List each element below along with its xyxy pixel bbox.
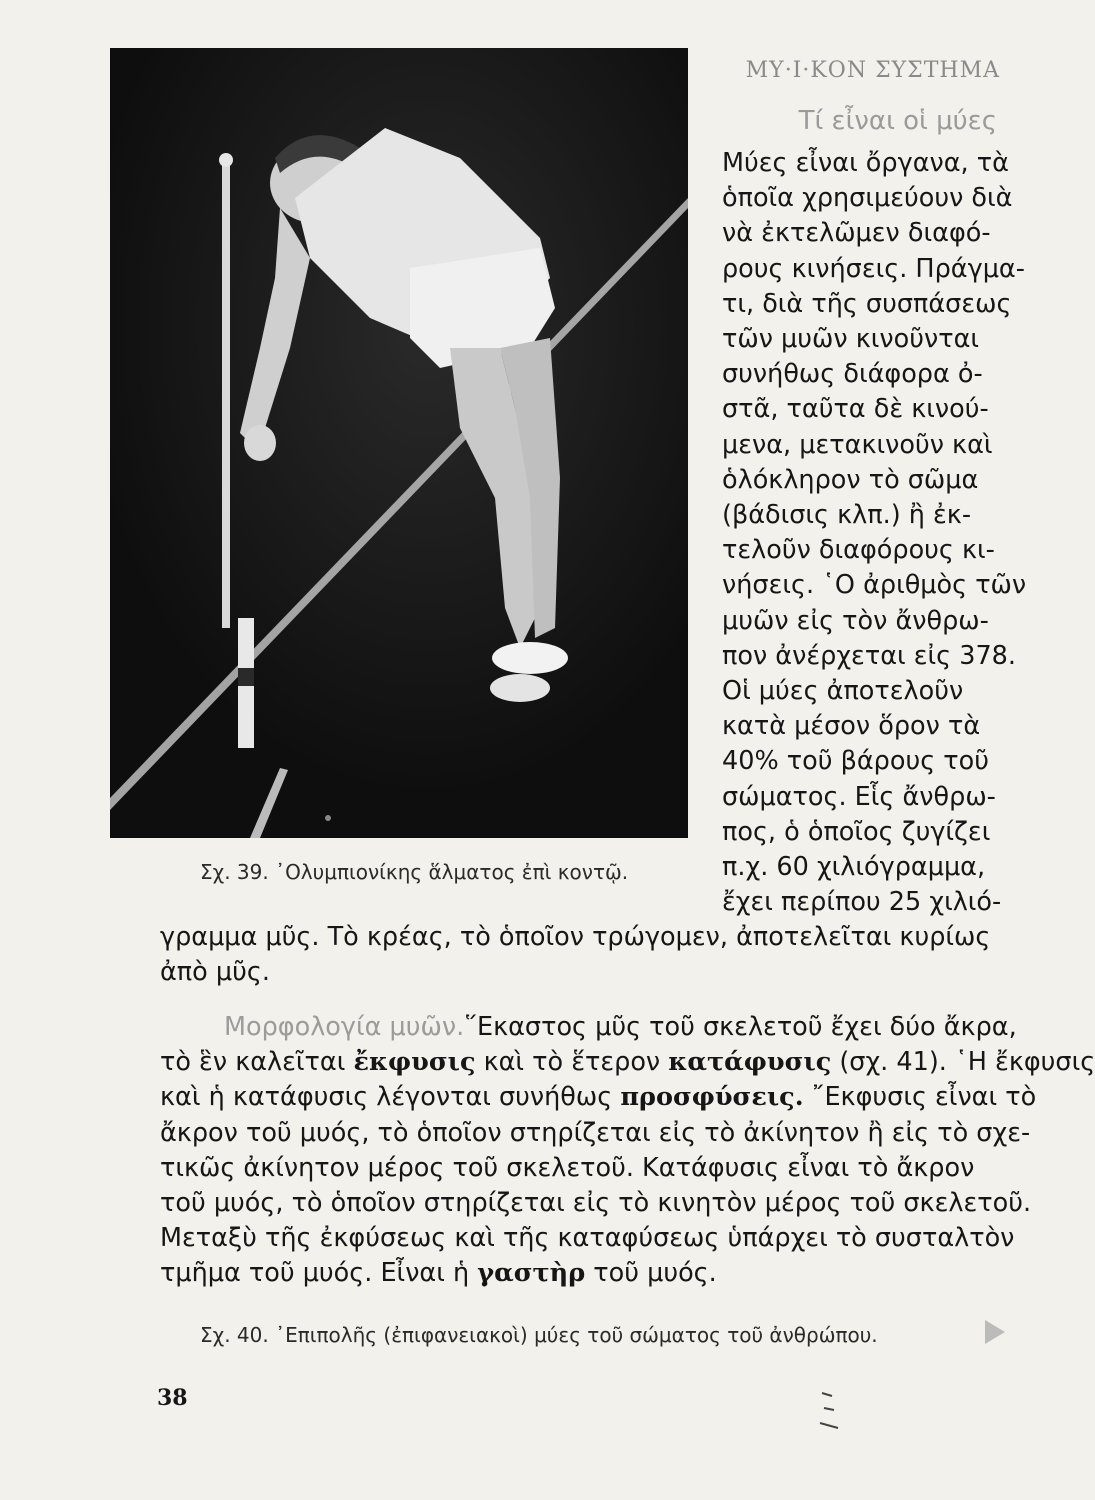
section2-morphology	[160, 1010, 1095, 1292]
text-line	[160, 1045, 1095, 1080]
text-line: σώματος. Εἷς ἄνθρω-	[722, 781, 996, 812]
page-number: 38	[157, 1385, 188, 1411]
text-line: νὰ ἐκτελῶμεν διαφό-	[722, 218, 991, 249]
text-run: καὶ τὸ ἕτερον	[475, 1047, 669, 1078]
right-column-text	[722, 146, 1027, 920]
text-run: ῎Εκφυσις εἶναι τὸ	[803, 1082, 1037, 1113]
text-line: ὁλόκληρον τὸ σῶμα	[722, 464, 979, 495]
text-line: πος, ὁ ὁποῖος ζυγίζει	[722, 816, 991, 847]
text-line: γραμμα μῦς. Τὸ κρέας, τὸ ὁποῖον τρώγομεν, ἀποτελεῖται κυρίως	[160, 922, 991, 952]
text-line: τικῶς ἀκίνητον μέρος τοῦ σκελετοῦ. Κατάφυσις εἶναι τὸ ἄκρον	[160, 1152, 975, 1183]
section1-continuation	[160, 920, 1008, 990]
running-head: ΜΥ·Ι·ΚΟΝ ΣΥΣΤΗΜΑ	[745, 58, 1000, 83]
figure-40-caption: Σχ. 40. ᾿Επιπολῆς (ἐπιφανειακοὶ) μύες τοῦ σώματος τοῦ ἀνθρώπου.	[200, 1323, 878, 1347]
term-insertion: κατάφυσις	[668, 1047, 832, 1078]
text-line: τοῦ μυός, τὸ ὁποῖον στηρίζεται εἰς τὸ κινητὸν μέρος τοῦ σκελετοῦ.	[160, 1188, 1032, 1219]
text-run: (σχ. 41). ῾Η ἔκφυσις	[831, 1047, 1095, 1078]
text-line: ἔχει περίπου 25 χιλιό-	[722, 887, 1002, 918]
term-origin: ἔκφυσις	[353, 1047, 476, 1078]
text-run: τὸ ἓν καλεῖται	[160, 1047, 354, 1078]
text-line	[160, 1010, 1017, 1045]
text-line: συνήθως διάφορα ὀ-	[722, 359, 983, 390]
text-line: νήσεις. ῾Ο ἀριθμὸς τῶν	[722, 570, 1027, 601]
text-line: Μεταξὺ τῆς ἐκφύσεως καὶ τῆς καταφύσεως ὑπάρχει τὸ συσταλτὸν	[160, 1223, 1015, 1254]
text-line: τελοῦν διαφόρους κι-	[722, 535, 995, 566]
text-line: ἀπὸ μῦς.	[160, 957, 270, 988]
text-line: (βάδισις κλπ.) ἢ ἐκ-	[722, 500, 972, 531]
term-attachments: προσφύσεις.	[620, 1082, 804, 1113]
text-line: πον ἀνέρχεται εἰς 378.	[722, 640, 1016, 671]
text-line	[160, 1080, 1037, 1115]
text-run: τοῦ μυός.	[585, 1258, 717, 1289]
text-line: π.χ. 60 χιλιόγραμμα,	[722, 852, 986, 883]
text-line: ρους κινήσεις. Πράγμα-	[722, 253, 1025, 284]
text-run: καὶ ἡ κατάφυσις λέγονται συνήθως	[160, 1082, 621, 1113]
text-line: τι, διὰ τῆς συσπάσεως	[722, 288, 1012, 319]
text-line: Οἱ μύες ἀποτελοῦν	[722, 676, 964, 707]
text-line: ἄκρον τοῦ μυός, τὸ ὁποῖον στηρίζεται εἰς τὸ ἀκίνητον ἢ εἰς τὸ σχε-	[160, 1117, 1031, 1148]
text-line: μυῶν εἰς τὸν ἄνθρω-	[722, 605, 989, 636]
text-line: μενα, μετακινοῦν καὶ	[722, 429, 993, 460]
text-line: κατὰ μέσον ὅρον τὰ	[722, 711, 981, 742]
triangle-marker-icon	[985, 1320, 1005, 1344]
text-line: Μύες εἶναι ὄργανα, τὰ	[722, 148, 1009, 178]
text-line	[160, 1256, 1008, 1291]
section-title-what-are-muscles: Τί εἶναι οἱ μύες	[798, 106, 997, 136]
text-line: ὁποῖα χρησιμεύουν διὰ	[722, 183, 1013, 214]
text-run: τμῆμα τοῦ μυός. Εἶναι ἡ	[160, 1258, 478, 1289]
section-title-morphology: Μορφολογία μυῶν.	[224, 1012, 465, 1042]
text-run: ῞Εκαστος μῦς τοῦ σκελετοῦ ἔχει δύο ἄκρα,	[464, 1012, 1017, 1042]
text-line: τῶν μυῶν κινοῦνται	[722, 324, 980, 355]
figure-39-caption: Σχ. 39. ᾿Ολυμπιονίκης ἅλματος ἐπὶ κοντῷ.	[200, 860, 629, 884]
text-line: στᾶ, ταῦτα δὲ κινού-	[722, 394, 989, 425]
text-line: 40% τοῦ βάρους τοῦ	[722, 746, 990, 777]
pole-vault-photo	[110, 48, 688, 838]
ink-marks-icon	[812, 1388, 842, 1438]
term-belly: γαστὴρ	[477, 1258, 586, 1289]
